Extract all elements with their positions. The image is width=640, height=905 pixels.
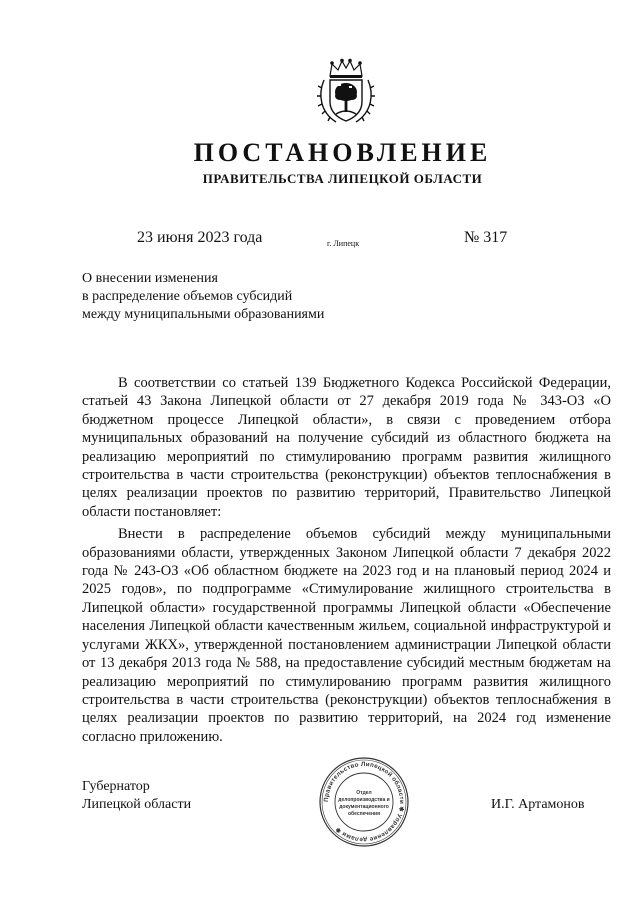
document-title: ПОСТАНОВЛЕНИЕ: [193, 138, 492, 167]
signatory-position-line: Губернатор: [82, 779, 150, 794]
body-paragraph-preamble: В соответствии со статьей 139 Бюджетного Кодекса Российской Федерации, статьей 43 Закона Липецкой области от 27 декабря 2019 года № 343-ОЗ «О бюджетном процессе Липецкой области», в связи с проведением отбора муниципальных образований на получение субсидий из областного бюджета на реализацию мероприятий по стимулированию программ развития жилищного строительства в части строительства (реконструкции) объектов теплоснабжения в целях реализации проектов по развитию территорий, Правительство Липецкой области постановляет:: [82, 375, 611, 520]
document-body: [82, 374, 611, 746]
stamp-center-line: обеспечения: [347, 811, 381, 817]
document-number: № 317: [464, 229, 508, 246]
document-subtitle: ПРАВИТЕЛЬСТВА ЛИПЕЦКОЙ ОБЛАСТИ: [202, 171, 483, 186]
subject-line: между муниципальными образованиями: [82, 307, 325, 322]
official-stamp: [318, 756, 410, 848]
stamp-center-line: делопроизводства и: [338, 797, 390, 803]
document-city: г. Липецк: [327, 239, 360, 248]
signatory-name: И.Г. Артамонов: [491, 797, 585, 812]
signatory-position: [82, 778, 191, 814]
document-subject: [82, 270, 324, 324]
body-paragraph-resolution: Внести в распределение объемов субсидий между муниципальными образованиями области, утвержденных Законом Липецкой области 7 декабря 2022 года № 243-ОЗ «Об областном бюджете на 2023 год и на плановый период 2024 и 2025 годов», по подпрограмме «Стимулирование жилищного строительства в Липецкой области» государственной программы Липецкой области «Обеспечение населения Липецкой области качественным жильем, социальной инфраструктурой и услугами ЖКХ», утвержденной постановлением администрации Липецкой области от 13 декабря 2013 года № 588, на предоставление субсидий местным бюджетам на реализацию мероприятий по стимулированию программ развития жилищного строительства в части строительства (реконструкции) объектов теплоснабжения в целях реализации проектов по развитию территорий, на 2024 год изменение согласно приложению.: [82, 526, 611, 745]
subject-line: в распределение объемов субсидий: [82, 289, 293, 304]
subject-line: О внесении изменения: [82, 271, 218, 286]
lipetsk-coat-of-arms-icon: [316, 58, 376, 126]
stamp-center-line: Отдел: [356, 790, 372, 796]
stamp-center-line: документационного: [339, 804, 389, 810]
signatory-position-line: Липецкой области: [82, 797, 192, 812]
stamp-ring-text: Правительство Липецкой области ✱ Управление делами ✱: [322, 760, 406, 844]
document-date: 23 июня 2023 года: [137, 229, 263, 246]
